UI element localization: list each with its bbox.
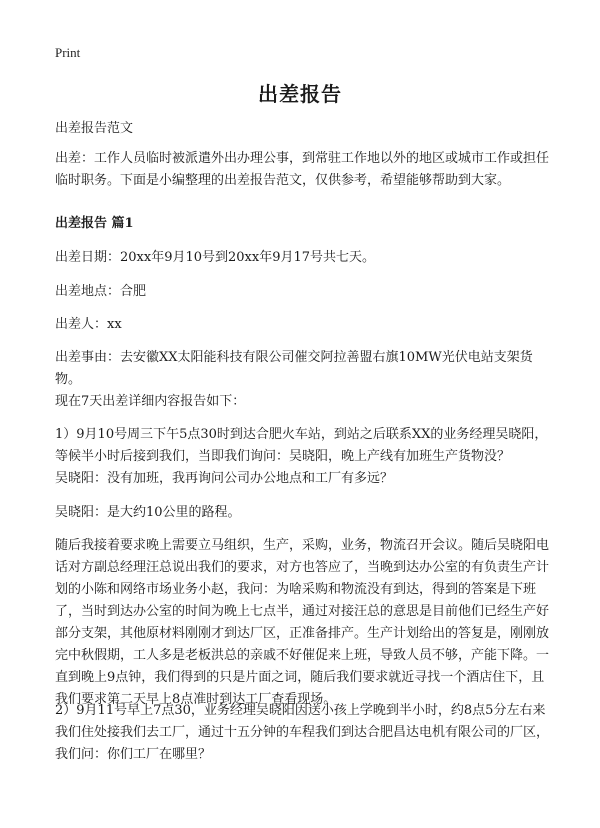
- report-intro: 现在7天出差详细内容报告如下：: [55, 394, 246, 409]
- print-label: Print: [55, 45, 81, 60]
- long-paragraph: 随后我接着要求晚上需要立马组织，生产，采购，业务，物流召开会议。随后吴晓阳电话对方副总经理汪总说出我们的要求，对方也答应了，当晚到达办公室的有负责生产计划的小陈和网络市场业务小赵，我问：为啥采购和物流没有到达，得到的答案是下班了，当时到达办公室的时间为晚上七点半，通过对接汪总的意思是目前他们已经生产好部分支架，其他原材料刚刚才到达厂区，正准备排产。生产计划给出的答复是，刚刚放完中秋假期，工人多是老板洪总的亲戚不好催促来上班，导致人员不够，产能下降。一直到晚上9点钟，我们得到的只是片面之词，随后我们要求就近寻找一个酒店住下，且我们要求第二天早上8点准时到达工厂查看现场。: [55, 538, 550, 707]
- page-title: 出差报告: [258, 82, 342, 106]
- trip-person: 出差人：xx: [55, 317, 122, 332]
- item-2-paragraph: 2）9月11号早上7点30，业务经理吴晓阳因送小孩上学晚到半小时，约8点5分左右来我们住处接我们去工厂，通过十五分钟的车程我们到达合肥昌达电机有限公司的厂区，我们问：你们工厂在哪里？: [55, 703, 550, 762]
- item-1-paragraph: 1）9月10号周三下午5点30时到达合肥火车站，到站之后联系XX的业务经理吴晓阳，等候半小时后接到我们，当即我们询问：吴晓阳，晚上产线有加班生产货物没？: [55, 427, 548, 464]
- dialog-line-1: 吴晓阳：没有加班，我再询问公司办公地点和工厂有多远？: [55, 471, 394, 486]
- subtitle: 出差报告范文: [55, 121, 134, 136]
- trip-date: 出差日期：20xx年9月10号到20xx年9月17号共七天。: [55, 250, 376, 265]
- section-heading: 出差报告 篇1: [55, 216, 134, 231]
- trip-reason: 出差事由：去安徽XX太阳能科技有限公司催交阿拉善盟右旗10MW光伏电站支架货物。: [55, 350, 533, 387]
- intro-paragraph: 出差：工作人员临时被派遣外出办理公事，到常驻工作地以外的地区或城市工作或担任临时职务。下面是小编整理的出差报告范文，仅供参考，希望能够帮助到大家。: [55, 151, 550, 188]
- dialog-line-2: 吴晓阳：是大约10公里的路程。: [55, 505, 241, 520]
- trip-place: 出差地点：合肥: [55, 284, 147, 299]
